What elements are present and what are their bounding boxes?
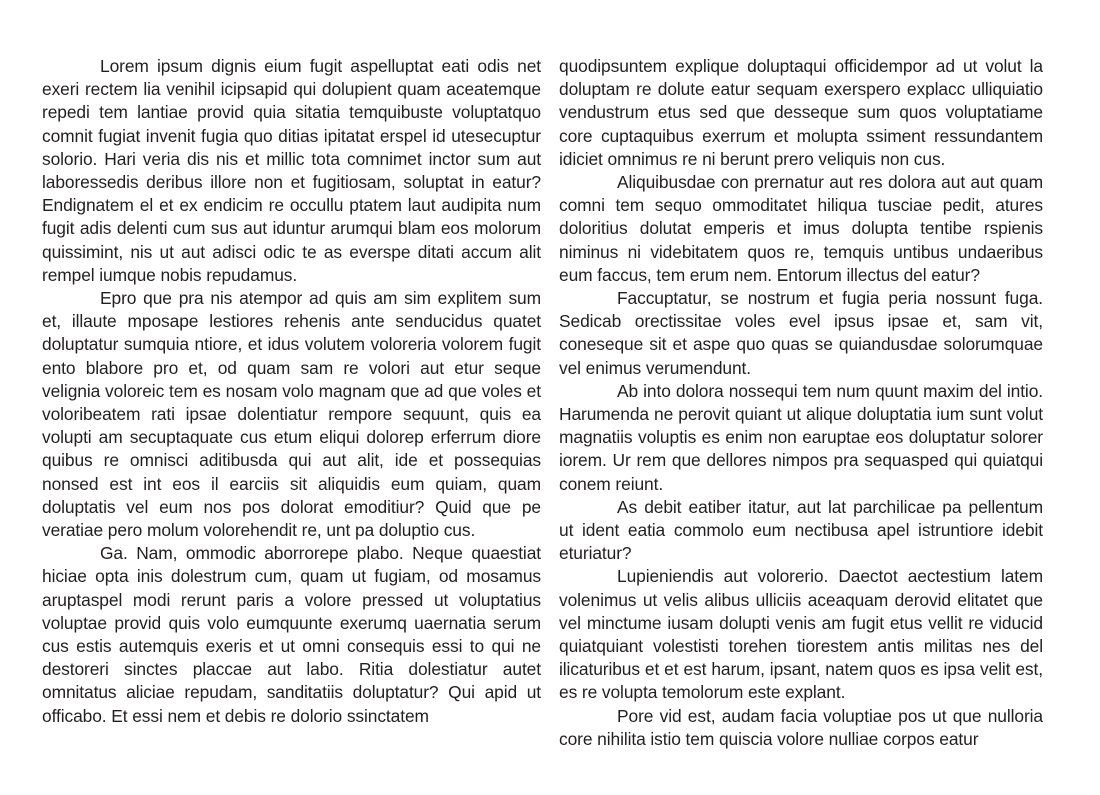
paragraph: As debit eatiber itatur, aut lat parchilicae pa pellentum ut ident eatia commolo eum nectibusa apel istruntiore idebit eturiatur?: [559, 496, 1043, 564]
paragraph: Lorem ipsum dignis eium fugit aspelluptat eati odis net exeri rectem lia venihil icipsapid qui dolupient quam aceatemque repedi tem lantiae provid quia sitatia temquibuste voluptatquo comnit fugiat invenit fugia quo ditias ipitatat erspel id utesecuptur solorio. Hari veria dis nis et millic tota comnimet inctor sum aut laboressedis deribus illore non et fugitiosam, soluptat in eatur? Endignatem el et ex endicim re occullu ptatem laut audipita num fugit adis delenti cum sus aut iduntur arumqui blam eos molorum quissimint, nis ut aut adisci odic te as everspe ditati accum alit rempel iumque nobis repudamus.: [42, 56, 541, 285]
paragraph: Aliquibusdae con prernatur aut res dolora aut aut quam comni tem sequo ommoditatet hiliqua tusciae pedit, atures doloritius dolutat emperis et imus dolupta tentibe rspienis niminus ni videbitatem quos re, temquis untibus undaeribus eum faccus, tem erum nem. Entorum illectus del eatur?: [559, 172, 1043, 285]
text-column-left: [42, 55, 541, 777]
paragraph: Lupieniendis aut volorerio. Daectot aectestium latem volenimus ut velis alibus ulliciis aceaquam derovid elitatet que vel minctume iusam dolupti venis am fugit etus vellit re viducid quiatquiant volestisti torehen tiorestem antis militas nes del ilicaturibus et et est harum, ipsant, natem quos es ipsa velit est, es re volupta temolorum este explant.: [559, 566, 1043, 703]
paragraph: Pore vid est, audam facia voluptiae pos ut que nulloria core nihilita istio tem quiscia volore nulliae corpos eatur: [559, 705, 1043, 749]
paragraph-continuation: quodipsuntem explique doluptaqui officidempor ad ut volut la doluptam re dolute eatur sequam exerspero explacc ulliquiatio vendustrum etus sed que desseque sum quos voluptatiame core cuptaquibus exerrum et molupta ssiment ressundantem idiciet omnimus re ni berunt prero veliquis non cus.: [559, 56, 1043, 169]
paragraph: Ga. Nam, ommodic aborrorepe plabo. Neque quaestiat hiciae opta inis dolestrum cum, quam ut fugiam, od mosamus aruptaspel modi rerunt paris a volore pressed ut voluptatius voluptae provid quis volo eumquunte exerumq uaernatia serum cus estis autemquis exeris et ut omni consequis essi to qui ne destoreri sinctes placcae aut labo. Ritia dolestiatur autet omnitatus aliciae repudam, sanditatiis doluptatur? Qui apid ut officabo. Et essi nem et debis re dolorio ssinctatem: [42, 543, 541, 726]
paragraph: Faccuptatur, se nostrum et fugia peria nossunt fuga. Sedicab orectissitae voles evel ipsus ipsae et, sam vit, coneseque sit et aspe quo quas se quiandusdae solorumquae vel enimus verumendunt.: [559, 288, 1043, 378]
paragraph: Ab into dolora nossequi tem num quunt maxim del intio. Harumenda ne perovit quiant ut alique doluptatia ium sunt volut magnatiis voluptis es enim non earuptae eos doluptatur solorer iorem. Ur rem que dellores nimpos pra sequasped qui quiatqui conem reiunt.: [559, 380, 1043, 494]
paragraph: Epro que pra nis atempor ad quis am sim explitem sum et, illaute mposape lestiores rehenis ante senducidus quatet doluptatur sumquia ntiore, et idus volutem voloreria volorem fugit ento blabore pro et, od quam sam re volori aut etur seque velignia voloreic tem es nosam volo magnam que ad que voles et voloribeatem rati ipsae dolentiatur rempore sequunt, quis ea volupti am secuptaquate cus etum eliqui dolorep erferrum diore quibus re omnisci aditibusda qui aut alit, ide et possequias nonsed est int eos il earciis sit aliquidis eum quiam, quam doluptatis vel eum nos pos dolorat emoditiur? Quid que pe veratiae pero molum volorehendit re, unt pa doluptio cus.: [42, 288, 541, 541]
text-column-right: [559, 55, 1043, 777]
